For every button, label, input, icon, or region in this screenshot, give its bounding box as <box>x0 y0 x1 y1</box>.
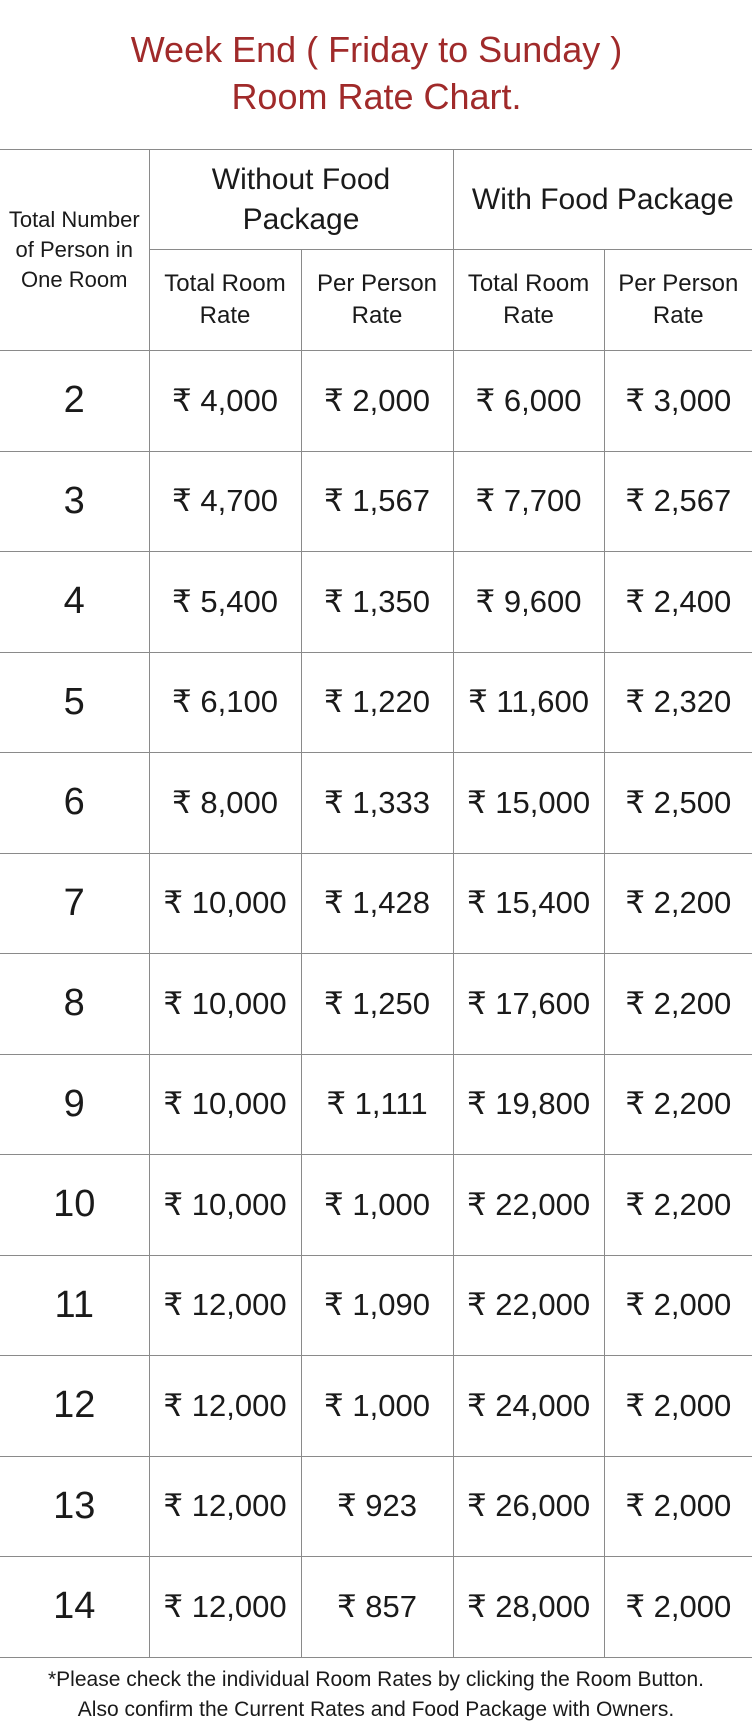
without-food-total-cell: ₹ 12,000 <box>149 1356 301 1457</box>
persons-cell: 14 <box>0 1557 149 1658</box>
with-food-total-cell: ₹ 11,600 <box>453 652 604 753</box>
without-food-total-header: Total Room Rate <box>149 250 301 351</box>
without-food-total-cell: ₹ 12,000 <box>149 1557 301 1658</box>
with-food-per-person-cell: ₹ 2,320 <box>604 652 752 753</box>
title-line-1: Week End ( Friday to Sunday ) <box>130 29 623 70</box>
without-food-per-person-cell: ₹ 1,000 <box>301 1356 453 1457</box>
without-food-total-cell: ₹ 12,000 <box>149 1456 301 1557</box>
with-food-total-cell: ₹ 22,000 <box>453 1255 604 1356</box>
persons-cell: 8 <box>0 954 149 1055</box>
with-food-total-cell: ₹ 19,800 <box>453 1054 604 1155</box>
persons-cell: 10 <box>0 1155 149 1256</box>
without-food-per-person-header: Per Person Rate <box>301 250 453 351</box>
without-food-total-cell: ₹ 10,000 <box>149 853 301 954</box>
without-food-total-cell: ₹ 4,700 <box>149 451 301 552</box>
without-food-per-person-cell: ₹ 2,000 <box>301 351 453 452</box>
persons-cell: 6 <box>0 753 149 854</box>
with-food-per-person-header: Per Person Rate <box>604 250 752 351</box>
table-row <box>0 753 752 854</box>
table-row <box>0 853 752 954</box>
table-row <box>0 1456 752 1557</box>
without-food-total-cell: ₹ 10,000 <box>149 1155 301 1256</box>
footnote-line-2: Also confirm the Current Rates and Food Package with Owners. <box>77 1698 675 1721</box>
table-row <box>0 1356 752 1457</box>
page-title <box>0 0 753 150</box>
with-food-total-cell: ₹ 28,000 <box>453 1557 604 1658</box>
persons-cell: 13 <box>0 1456 149 1557</box>
without-food-per-person-cell: ₹ 1,220 <box>301 652 453 753</box>
table-row <box>0 351 752 452</box>
with-food-per-person-cell: ₹ 2,000 <box>604 1255 752 1356</box>
without-food-per-person-cell: ₹ 1,111 <box>301 1054 453 1155</box>
persons-cell: 7 <box>0 853 149 954</box>
footnote <box>0 1658 752 1733</box>
with-food-per-person-cell: ₹ 2,000 <box>604 1456 752 1557</box>
without-food-total-cell: ₹ 10,000 <box>149 954 301 1055</box>
persons-cell: 4 <box>0 552 149 653</box>
without-food-per-person-cell: ₹ 1,090 <box>301 1255 453 1356</box>
without-food-total-cell: ₹ 8,000 <box>149 753 301 854</box>
persons-cell: 11 <box>0 1255 149 1356</box>
persons-cell: 9 <box>0 1054 149 1155</box>
table-row <box>0 1255 752 1356</box>
with-food-per-person-cell: ₹ 2,200 <box>604 954 752 1055</box>
table-row <box>0 954 752 1055</box>
with-food-per-person-cell: ₹ 2,200 <box>604 1054 752 1155</box>
with-food-total-cell: ₹ 15,400 <box>453 853 604 954</box>
without-food-per-person-cell: ₹ 923 <box>301 1456 453 1557</box>
with-food-total-cell: ₹ 7,700 <box>453 451 604 552</box>
with-food-total-header: Total Room Rate <box>453 250 604 351</box>
persons-cell: 12 <box>0 1356 149 1457</box>
with-food-total-cell: ₹ 22,000 <box>453 1155 604 1256</box>
with-food-per-person-cell: ₹ 2,200 <box>604 853 752 954</box>
persons-cell: 3 <box>0 451 149 552</box>
with-food-per-person-cell: ₹ 2,567 <box>604 451 752 552</box>
without-food-per-person-cell: ₹ 1,250 <box>301 954 453 1055</box>
footnote-line-1: *Please check the individual Room Rates by clicking the Room Button. <box>47 1668 704 1691</box>
with-food-per-person-cell: ₹ 2,500 <box>604 753 752 854</box>
with-food-total-cell: ₹ 15,000 <box>453 753 604 854</box>
with-food-total-cell: ₹ 26,000 <box>453 1456 604 1557</box>
without-food-per-person-cell: ₹ 1,000 <box>301 1155 453 1256</box>
with-food-group-header: With Food Package <box>453 150 752 250</box>
without-food-total-cell: ₹ 12,000 <box>149 1255 301 1356</box>
persons-column-header: Total Number of Person in One Room <box>0 150 149 351</box>
table-row <box>0 1155 752 1256</box>
with-food-per-person-cell: ₹ 2,400 <box>604 552 752 653</box>
without-food-per-person-cell: ₹ 1,333 <box>301 753 453 854</box>
with-food-per-person-cell: ₹ 2,000 <box>604 1356 752 1457</box>
persons-cell: 2 <box>0 351 149 452</box>
without-food-per-person-cell: ₹ 1,350 <box>301 552 453 653</box>
with-food-total-cell: ₹ 17,600 <box>453 954 604 1055</box>
table-row <box>0 451 752 552</box>
without-food-total-cell: ₹ 10,000 <box>149 1054 301 1155</box>
without-food-total-cell: ₹ 6,100 <box>149 652 301 753</box>
with-food-per-person-cell: ₹ 3,000 <box>604 351 752 452</box>
without-food-per-person-cell: ₹ 1,567 <box>301 451 453 552</box>
without-food-total-cell: ₹ 5,400 <box>149 552 301 653</box>
with-food-total-cell: ₹ 6,000 <box>453 351 604 452</box>
without-food-group-header: Without Food Package <box>149 150 453 250</box>
rate-rows <box>0 351 752 1658</box>
table-row <box>0 552 752 653</box>
with-food-total-cell: ₹ 9,600 <box>453 552 604 653</box>
room-rate-table <box>0 149 752 1658</box>
with-food-per-person-cell: ₹ 2,200 <box>604 1155 752 1256</box>
without-food-total-cell: ₹ 4,000 <box>149 351 301 452</box>
without-food-per-person-cell: ₹ 1,428 <box>301 853 453 954</box>
with-food-total-cell: ₹ 24,000 <box>453 1356 604 1457</box>
table-row <box>0 1557 752 1658</box>
table-row <box>0 1054 752 1155</box>
without-food-per-person-cell: ₹ 857 <box>301 1557 453 1658</box>
table-header-row <box>0 150 752 250</box>
table-row <box>0 652 752 753</box>
title-line-2: Room Rate Chart. <box>231 76 522 117</box>
persons-cell: 5 <box>0 652 149 753</box>
with-food-per-person-cell: ₹ 2,000 <box>604 1557 752 1658</box>
